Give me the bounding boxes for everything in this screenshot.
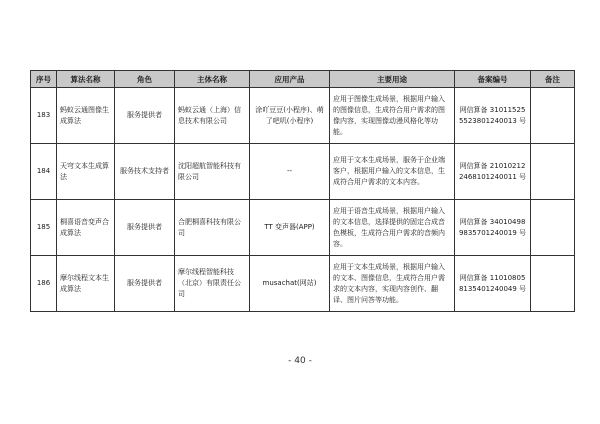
cell-entity: 蚂蚁云通（上海）信息技术有限公司 bbox=[175, 88, 250, 144]
table-row bbox=[31, 144, 575, 200]
cell-entity: 摩尔线程智能科技（北京）有限责任公司 bbox=[175, 256, 250, 312]
cell-record-number: 网信算备 340104989835701240019 号 bbox=[455, 200, 531, 256]
cell-entity: 合肥桐喜科技有限公司 bbox=[175, 200, 250, 256]
cell-record-number: 网信算备 210102122468101240011 号 bbox=[455, 144, 531, 200]
cell-note bbox=[531, 88, 575, 144]
cell-entity: 沈阳超航智能科技有限公司 bbox=[175, 144, 250, 200]
cell-algorithm-name: 天穹文本生成算法 bbox=[57, 144, 115, 200]
header-entity: 主体名称 bbox=[175, 71, 250, 88]
header-algorithm-name: 算法名称 bbox=[57, 71, 115, 88]
header-no: 序号 bbox=[31, 71, 57, 88]
table-row bbox=[31, 256, 575, 312]
cell-algorithm-name: 蚂蚁云通图像生成算法 bbox=[57, 88, 115, 144]
cell-role: 服务提供者 bbox=[115, 200, 175, 256]
cell-note bbox=[531, 256, 575, 312]
cell-product: musachat(网站) bbox=[250, 256, 330, 312]
cell-role: 服务提供者 bbox=[115, 256, 175, 312]
header-note: 备注 bbox=[531, 71, 575, 88]
algorithm-registry-table bbox=[30, 70, 575, 312]
table-row bbox=[31, 88, 575, 144]
cell-algorithm-name: 桐喜语音变声合成算法 bbox=[57, 200, 115, 256]
cell-note bbox=[531, 144, 575, 200]
cell-product: TT 变声器(APP) bbox=[250, 200, 330, 256]
table-row bbox=[31, 200, 575, 256]
cell-record-number: 网信算备 310115255523801240013 号 bbox=[455, 88, 531, 144]
cell-no: 183 bbox=[31, 88, 57, 144]
cell-no: 186 bbox=[31, 256, 57, 312]
cell-role: 服务提供者 bbox=[115, 88, 175, 144]
header-role: 角色 bbox=[115, 71, 175, 88]
cell-no: 185 bbox=[31, 200, 57, 256]
page-number: - 40 - bbox=[288, 356, 312, 366]
cell-product: -- bbox=[250, 144, 330, 200]
cell-note bbox=[531, 200, 575, 256]
cell-no: 184 bbox=[31, 144, 57, 200]
cell-purpose: 应用于图像生成场景，根据用户输入的图像信息，生成符合用户需求的图像内容，实现图像动漫风格化等功能。 bbox=[330, 88, 455, 144]
header-product: 应用产品 bbox=[250, 71, 330, 88]
cell-purpose: 应用于语音生成场景，根据用户输入的文本信息，选择提供的固定合成音色模板，生成符合用户需求的音频内容。 bbox=[330, 200, 455, 256]
table-header-row bbox=[31, 71, 575, 88]
header-record-number: 备案编号 bbox=[455, 71, 531, 88]
cell-record-number: 网信算备 110108058135401240049 号 bbox=[455, 256, 531, 312]
cell-role: 服务技术支持者 bbox=[115, 144, 175, 200]
cell-purpose: 应用于文本生成场景，根据用户输入的文本、图像信息，生成符合用户需求的文本内容，实现内容创作、翻译、图片问答等功能。 bbox=[330, 256, 455, 312]
cell-algorithm-name: 摩尔线程文本生成算法 bbox=[57, 256, 115, 312]
cell-purpose: 应用于文本生成场景，服务于企业端客户，根据用户输入的文本信息，生成符合用户需求的文本内容。 bbox=[330, 144, 455, 200]
cell-product: 涂吖豆豆(小程序)、萌了吧叽(小程序) bbox=[250, 88, 330, 144]
header-purpose: 主要用途 bbox=[330, 71, 455, 88]
